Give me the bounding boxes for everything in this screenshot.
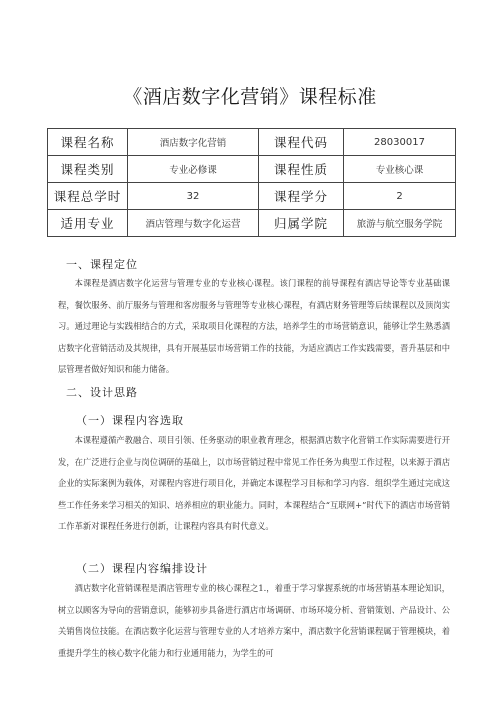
course-name-label: 课程名称 (48, 129, 128, 156)
content-selection-paragraph: 本课程遵循产教融合、项目引领、任务驱动的职业教育理念，根据酒店数字化营销工作实际需要进行开发，在广泛进行企业与岗位调研的基础上，以市场营销过程中常见工作任务为典型工作过程，以来源于酒店企业的实际案例为载体，对课程内容进行项目化，并确定本课程学习目标和学习内容．组织学生通过完成这些工作任务来学习相关的知识、培养相应的职业能力。同时，本课程结合“互联网+”时代下的酒店市场营销工作革新对课程任务进行创新，让课程内容具有时代意义。 (58, 435, 450, 531)
page-title: 《酒店数字化营销》课程标准 (123, 86, 377, 108)
total-hours-label: 课程总学时 (48, 183, 128, 210)
college-label: 归属学院 (259, 210, 344, 237)
section-heading-design-ideas: 二、设计思路 (66, 386, 138, 399)
college-value: 旅游与航空服务学院 (344, 210, 456, 237)
course-name-value: 酒店数字化营销 (128, 129, 259, 156)
credits-value: 2 (344, 183, 456, 210)
course-category-value: 专业必修课 (128, 156, 259, 183)
table-row (48, 210, 456, 237)
course-info-table (47, 128, 456, 237)
total-hours-value: 32 (128, 183, 259, 210)
applicable-major-label: 适用专业 (48, 210, 128, 237)
course-code-label: 课程代码 (259, 129, 344, 156)
table-row (48, 183, 456, 210)
course-category-label: 课程类别 (48, 156, 128, 183)
credits-label: 课程学分 (259, 183, 344, 210)
course-nature-label: 课程性质 (259, 156, 344, 183)
course-nature-value: 专业核心课 (344, 156, 456, 183)
table-row (48, 156, 456, 183)
subsection-heading-content-selection: （一）课程内容选取 (76, 414, 184, 427)
subsection-heading-content-arrangement: （二）课程内容编排设计 (76, 562, 208, 575)
course-code-value: 28030017 (344, 129, 456, 156)
course-positioning-paragraph: 本课程是酒店数字化运营与管理专业的专业核心课程。该门课程的前导课程有酒店导论等专业基础课程，餐饮服务、前厅服务与管理和客房服务与管理等专业核心课程，有酒店财务管理等后续课程以及顶岗实习。通过理论与实践相结合的方式，采取项目化课程的方法，培养学生的市场营销意识，能够让学生熟悉酒店数字化营销活动及其规律，具有开展基层市场营销工作的技能，为适应酒店工作实践需要，晋升基层和中层管理者做好知识和能力储备。 (58, 278, 450, 374)
content-arrangement-paragraph: 酒店数字化营销课程是酒店管理专业的核心课程之1.，着重于学习掌握系统的市场营销基本理论知识，树立以顾客为导向的营销意识，能够初步具备进行酒店市场调研、市场环境分析、营销策划、产品设计、公关销售岗位技能。在酒店数字化运营与管理专业的人才培养方案中，酒店数字化营销课程属于管理模块，着重提升学生的核心数字化能力和行业通用能力，为学生的可 (58, 583, 450, 658)
section-heading-course-positioning: 一、课程定位 (66, 258, 138, 271)
applicable-major-value: 酒店管理与数字化运营 (128, 210, 259, 237)
table-row (48, 129, 456, 156)
